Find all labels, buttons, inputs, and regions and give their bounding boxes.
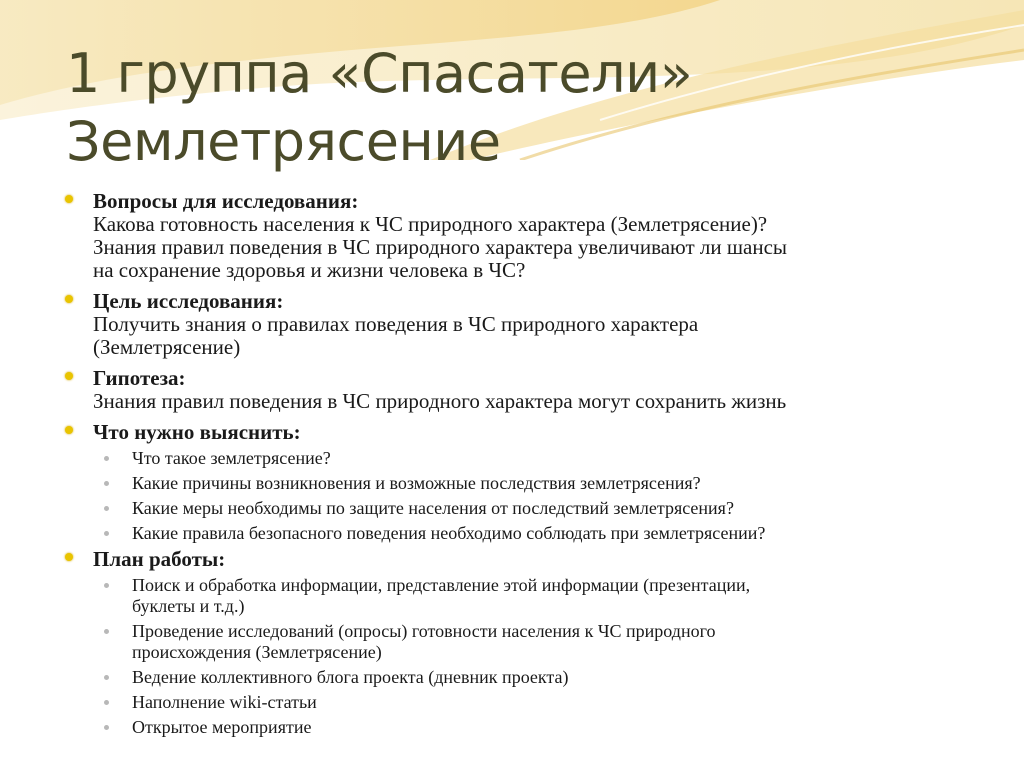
plan-list <box>64 575 984 738</box>
bullet-icon <box>65 553 73 561</box>
section-goal <box>64 290 984 359</box>
list-item: Какие причины возникновения и возможные последствия землетрясения? <box>64 473 984 494</box>
bullet-icon <box>65 295 73 303</box>
section-heading: Что нужно выяснить: <box>93 420 301 444</box>
section-find-out <box>64 421 984 444</box>
list-item: Открытое мероприятие <box>64 717 984 738</box>
sub-bullet-icon <box>104 456 109 461</box>
title-line-1: 1 группа «Спасатели» <box>66 42 693 105</box>
section-text: Получить знания о правилах поведения в ЧС природного характера <box>93 312 699 336</box>
title-line-2: Землетрясение <box>66 110 501 173</box>
bullet-icon <box>65 426 73 434</box>
section-text: (Землетрясение) <box>93 335 241 359</box>
list-item: Наполнение wiki-статьи <box>64 692 984 713</box>
slide-title <box>66 40 692 176</box>
section-text: Какова готовность населения к ЧС природного характера (Землетрясение)? <box>93 212 768 236</box>
slide-body <box>64 190 984 742</box>
section-hypothesis <box>64 367 984 413</box>
section-text: Знания правил поведения в ЧС природного характера могут сохранить жизнь <box>93 389 787 413</box>
sub-bullet-icon <box>104 629 109 634</box>
list-item: Ведение коллективного блога проекта (дневник проекта) <box>64 667 984 688</box>
section-heading: План работы: <box>93 547 226 571</box>
section-text: Знания правил поведения в ЧС природного характера увеличивают ли шансы <box>93 235 787 259</box>
list-item: Проведение исследований (опросы) готовности населения к ЧС природного происхождения (Землетрясение) <box>64 621 984 663</box>
section-plan <box>64 548 984 571</box>
section-questions <box>64 190 984 282</box>
list-item: Поиск и обработка информации, представление этой информации (презентации, буклеты и т.д.) <box>64 575 984 617</box>
list-item: Какие правила безопасного поведения необходимо соблюдать при землетрясении? <box>64 523 984 544</box>
find-out-list <box>64 448 984 544</box>
sub-bullet-icon <box>104 531 109 536</box>
section-heading: Вопросы для исследования: <box>93 189 359 213</box>
list-item: Какие меры необходимы по защите населения от последствий землетрясения? <box>64 498 984 519</box>
sub-bullet-icon <box>104 481 109 486</box>
bullet-icon <box>65 195 73 203</box>
sub-bullet-icon <box>104 583 109 588</box>
section-heading: Цель исследования: <box>93 289 284 313</box>
list-item: Что такое землетрясение? <box>64 448 984 469</box>
sub-bullet-icon <box>104 700 109 705</box>
sub-bullet-icon <box>104 506 109 511</box>
sub-bullet-icon <box>104 725 109 730</box>
bullet-icon <box>65 372 73 380</box>
section-heading: Гипотеза: <box>93 366 186 390</box>
sub-bullet-icon <box>104 675 109 680</box>
section-text: на сохранение здоровья и жизни человека в ЧС? <box>93 258 526 282</box>
